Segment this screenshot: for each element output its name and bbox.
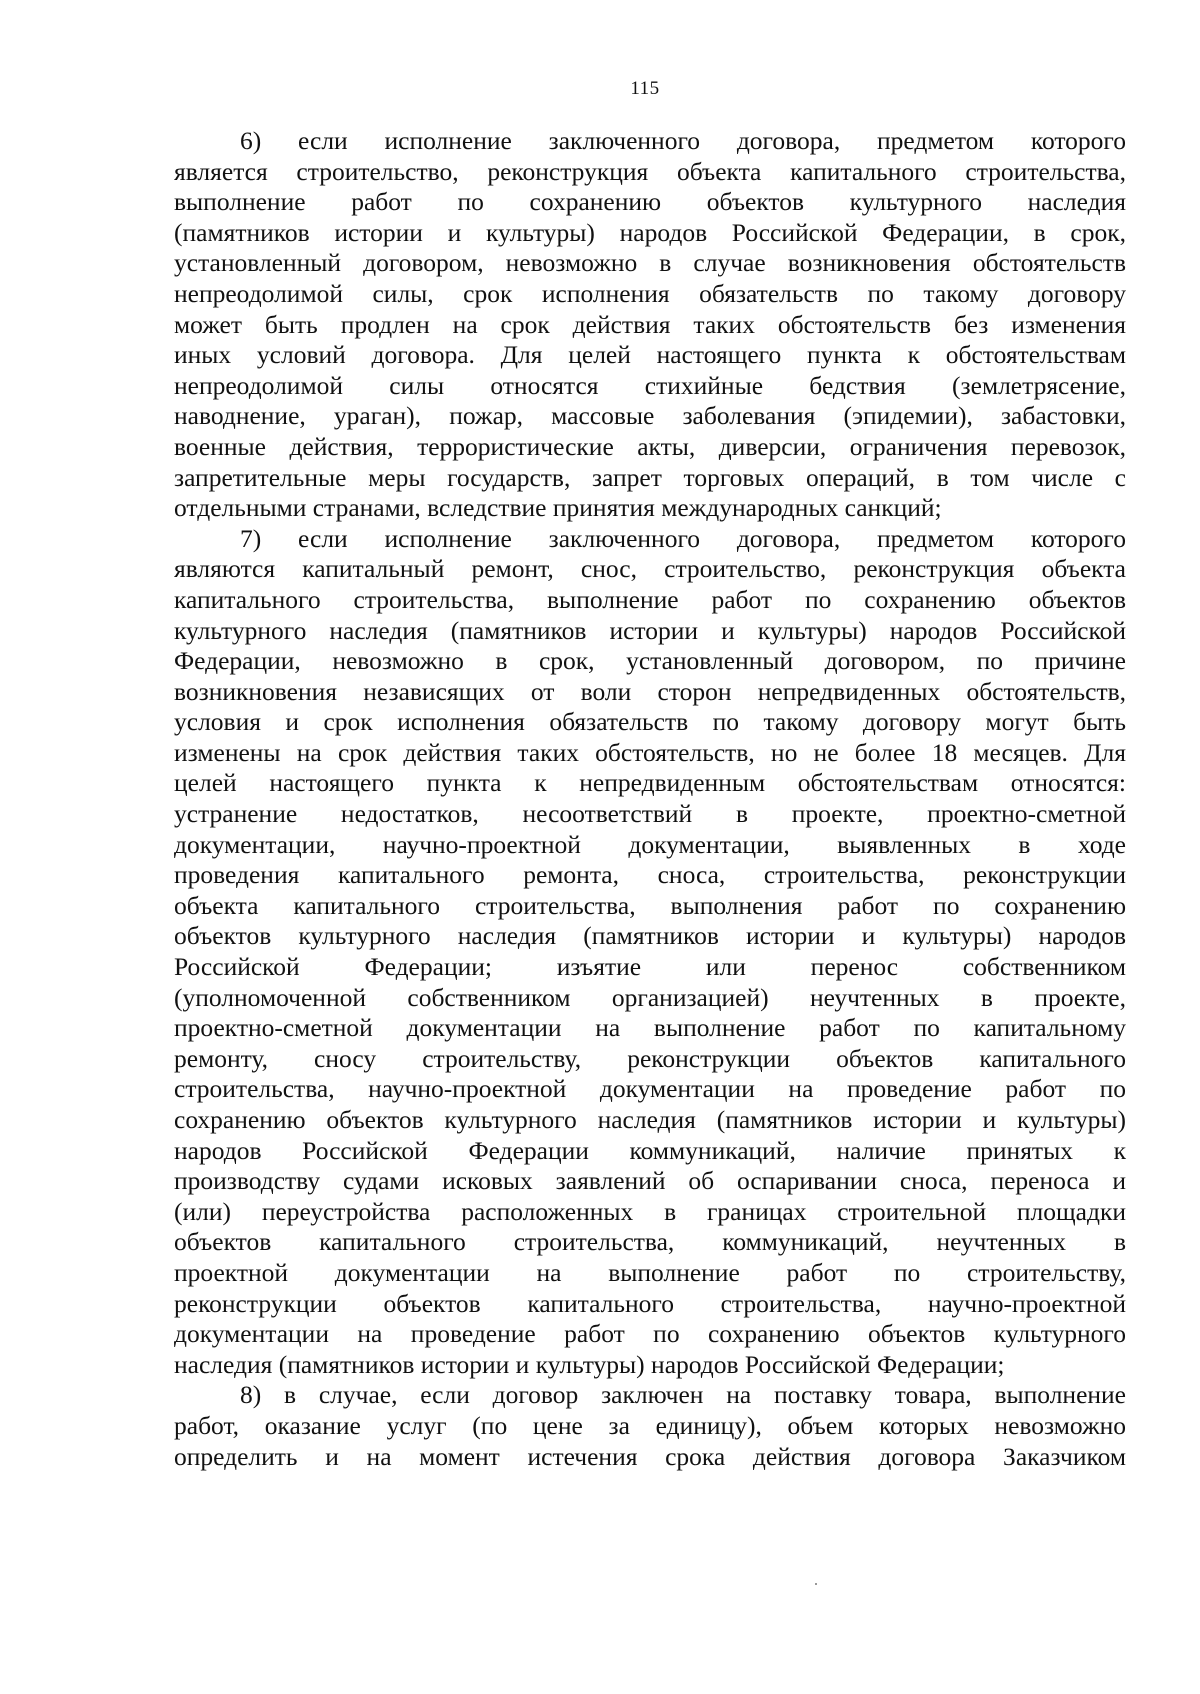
scan-speck — [815, 1583, 817, 1585]
text-line: ремонту, сносу строительству, реконструкции объектов капитального — [174, 1043, 1126, 1073]
text-line: объектов капитального строительства, коммуникаций, неучтенных в — [174, 1227, 1126, 1257]
text-line: работ, оказание услуг (по цене за единицу), объем которых невозможно — [174, 1410, 1126, 1440]
text-line: сохранению объектов культурного наследия (памятников истории и культуры) — [174, 1105, 1126, 1134]
text-line: реконструкции объектов капитального строительства, научно-проектной — [174, 1288, 1126, 1318]
text-line: Федерации, невозможно в срок, установленный договором, по причине — [174, 646, 1126, 676]
text-line: может быть продлен на срок действия таких обстоятельств без изменения — [174, 309, 1126, 339]
text-line: (или) переустройства расположенных в границах строительной площадки — [174, 1196, 1126, 1226]
text-line: выполнение работ по сохранению объектов культурного наследия — [174, 187, 1126, 217]
text-line: возникновения независящих от воли сторон непредвиденных обстоятельств, — [174, 676, 1126, 706]
text-line: 8) в случае, если договор заключен на поставку товара, выполнение — [240, 1380, 1126, 1410]
text-line: наследия (памятников истории и культуры) народов Российской Федерации; — [174, 1349, 1005, 1379]
text-line: производству судами исковых заявлений об оспаривании сноса, переноса и — [174, 1166, 1126, 1196]
text-line: условия и срок исполнения обязательств по такому договору могут быть — [174, 707, 1126, 737]
text-line: являются капитальный ремонт, снос, строительство, реконструкция объекта — [174, 554, 1126, 584]
text-line: культурного наследия (памятников истории и культуры) народов Российской — [174, 615, 1126, 645]
text-line: капитального строительства, выполнение работ по сохранению объектов — [174, 584, 1126, 614]
paragraph — [174, 126, 1126, 524]
paragraph — [174, 524, 1126, 1381]
text-line: установленный договором, невозможно в случае возникновения обстоятельств — [174, 248, 1126, 278]
text-line: определить и на момент истечения срока действия договора Заказчиком — [174, 1441, 1126, 1471]
text-line: объектов культурного наследия (памятников истории и культуры) народов — [174, 921, 1126, 951]
text-line: запретительные меры государств, запрет торговых операций, в том числе с — [174, 462, 1126, 492]
page-number: 115 — [630, 78, 660, 99]
text-line: военные действия, террористические акты, диверсии, ограничения перевозок, — [174, 431, 1126, 461]
text-line: 7) если исполнение заключенного договора, предметом которого — [240, 523, 1126, 553]
text-line: целей настоящего пункта к непредвиденным обстоятельствам относятся: — [174, 768, 1126, 798]
text-line: непреодолимой силы относятся стихийные бедствия (землетрясение, — [174, 370, 1126, 400]
text-line: отдельными странами, вследствие принятия международных санкций; — [174, 493, 942, 523]
text-line: проведения капитального ремонта, сноса, строительства, реконструкции — [174, 860, 1126, 890]
text-line: 6) если исполнение заключенного договора, предметом которого — [240, 126, 1126, 155]
text-line: иных условий договора. Для целей настоящего пункта к обстоятельствам — [174, 340, 1126, 370]
document-body — [174, 126, 1126, 1472]
text-line: документации на проведение работ по сохранению объектов культурного — [174, 1319, 1126, 1349]
text-line: устранение недостатков, несоответствий в проекте, проектно-сметной — [174, 799, 1126, 829]
text-line: проектно-сметной документации на выполнение работ по капитальному — [174, 1013, 1126, 1043]
text-line: (уполномоченной собственником организацией) неучтенных в проекте, — [174, 982, 1126, 1012]
text-line: непреодолимой силы, срок исполнения обязательств по такому договору — [174, 278, 1126, 308]
text-line: (памятников истории и культуры) народов Российской Федерации, в срок, — [174, 217, 1126, 247]
text-line: изменены на срок действия таких обстоятельств, но не более 18 месяцев. Для — [174, 737, 1126, 767]
text-line: проектной документации на выполнение работ по строительству, — [174, 1257, 1126, 1287]
text-line: наводнение, ураган), пожар, массовые заболевания (эпидемии), забастовки, — [174, 401, 1126, 431]
text-line: является строительство, реконструкция объекта капитального строительства, — [174, 156, 1126, 186]
text-line: документации, научно-проектной документации, выявленных в ходе — [174, 829, 1126, 859]
text-line: объекта капитального строительства, выполнения работ по сохранению — [174, 890, 1126, 920]
text-line: строительства, научно-проектной документации на проведение работ по — [174, 1074, 1126, 1104]
text-line: народов Российской Федерации коммуникаций, наличие принятых к — [174, 1135, 1126, 1165]
text-line: Российской Федерации; изъятие или перенос собственником — [174, 952, 1126, 982]
paragraph — [174, 1380, 1126, 1472]
